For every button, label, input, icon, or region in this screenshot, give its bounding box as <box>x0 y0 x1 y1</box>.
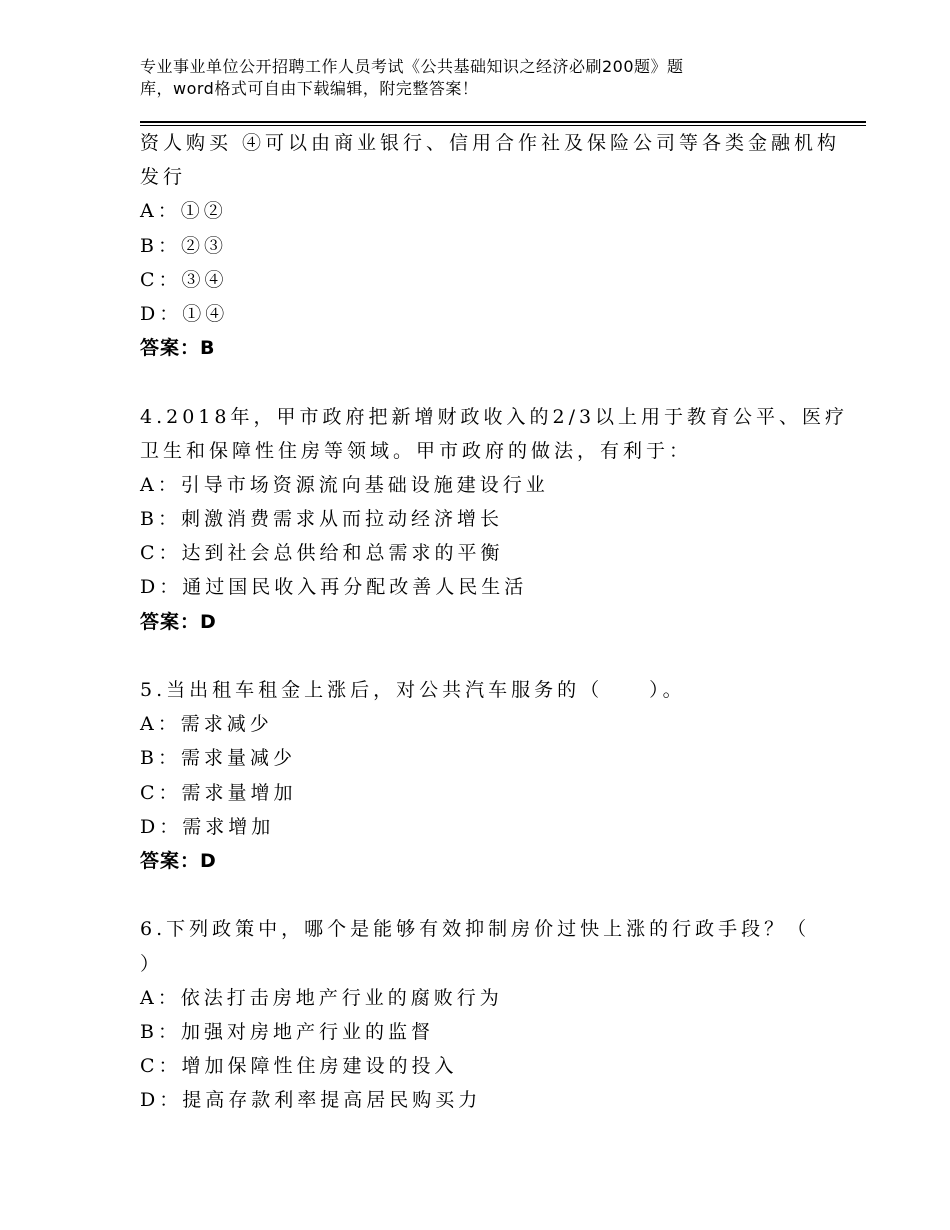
question-stem: ） <box>140 952 164 975</box>
option-d: D：需求增加 <box>140 815 275 838</box>
header-line-1: 专业事业单位公开招聘工作人员考试《公共基础知识之经济必刷200题》题 <box>140 57 684 76</box>
question-stem: 6.下列政策中，哪个是能够有效抑制房价过快上涨的行政手段？（ <box>140 918 811 941</box>
question-stem: 4.2018年，甲市政府把新增财政收入的2/3以上用于教育公平、医疗 <box>140 405 849 428</box>
question-3 <box>140 126 840 365</box>
header-line-2: 库，word格式可自由下载编辑，附完整答案！ <box>140 79 479 98</box>
question-6 <box>140 912 840 1117</box>
option-c: C：增加保障性住房建设的投入 <box>140 1055 458 1078</box>
document-body <box>140 126 849 1117</box>
spacer <box>140 878 840 912</box>
question-4 <box>140 400 849 639</box>
answer: 答案：B <box>140 337 216 360</box>
option-d: D：①④ <box>140 302 229 325</box>
header-rule-thick <box>140 121 866 123</box>
spacer <box>140 365 840 399</box>
spacer <box>140 639 840 673</box>
option-c: C：需求量增加 <box>140 781 297 804</box>
question-stem: 卫生和保障性住房等领域。甲市政府的做法，有利于： <box>140 439 693 462</box>
question-stem: 5.当出租车租金上涨后，对公共汽车服务的（ ）。 <box>140 679 686 701</box>
option-a: A：引导市场资源流向基础设施建设行业 <box>140 473 549 496</box>
option-b: B：需求量减少 <box>140 747 296 770</box>
option-c: C：③④ <box>140 268 228 291</box>
option-d: D：提高存款利率提高居民购买力 <box>140 1089 482 1112</box>
option-b: B：加强对房地产行业的监督 <box>140 1020 434 1043</box>
option-a: A：①② <box>140 200 227 223</box>
question-stem: 资人购买 ④可以由商业银行、信用合作社及保险公司等各类金融机构 <box>140 132 841 154</box>
option-c: C：达到社会总供给和总需求的平衡 <box>140 542 504 565</box>
option-a: A：依法打击房地产行业的腐败行为 <box>140 986 503 1009</box>
page-header <box>140 56 780 100</box>
option-d: D：通过国民收入再分配改善人民生活 <box>140 576 528 599</box>
answer: 答案：D <box>140 610 217 633</box>
question-stem: 发行 <box>140 166 187 189</box>
answer: 答案：D <box>140 849 217 872</box>
option-b: B：②③ <box>140 234 227 257</box>
question-5 <box>140 673 840 878</box>
option-a: A：需求减少 <box>140 713 273 736</box>
option-b: B：刺激消费需求从而拉动经济增长 <box>140 508 503 531</box>
